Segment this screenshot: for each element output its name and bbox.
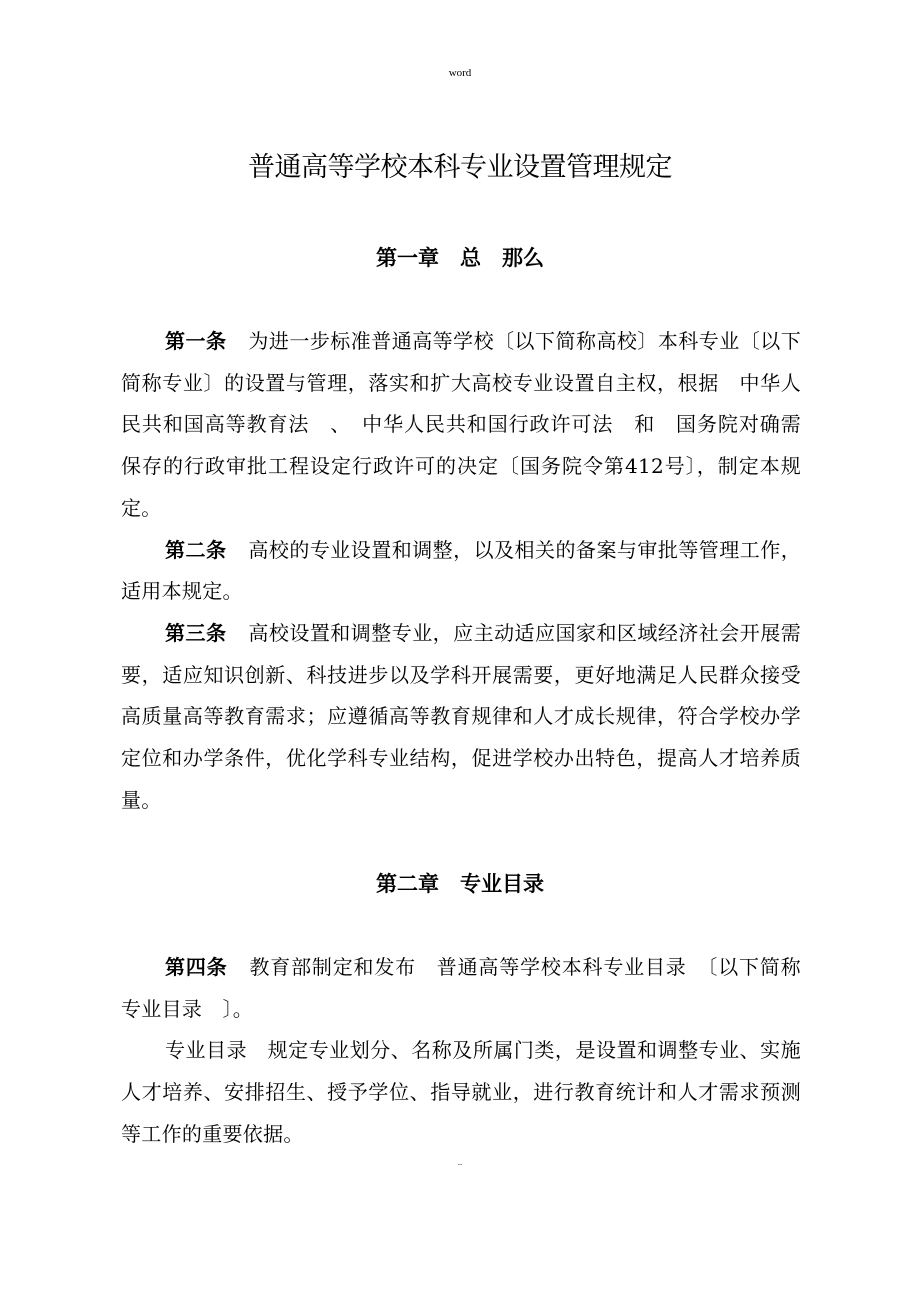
article-4-label: 第四条 bbox=[165, 955, 228, 979]
chapter-1-heading: 第一章 总 那么 bbox=[376, 246, 544, 270]
article-3-text: 高校设置和调整专业，应主动适应国家和区域经济社会开展需要，适应知识创新、科技进步以及学科开展需要，更好地满足人民群众接受高质量高等教育需求；应遵循高等教育规律和人才成长规律，符合学校办学定位和办学条件，优化学科专业结构，促进学校办出特色，提高人才培养质量。 bbox=[121, 620, 801, 812]
article-1 bbox=[121, 321, 801, 530]
article-3 bbox=[121, 613, 801, 822]
chapter-2-heading: 第二章 专业目录 bbox=[376, 872, 544, 896]
article-1-label: 第一条 bbox=[165, 329, 227, 353]
chapter-1-body bbox=[121, 321, 801, 821]
page-header: word bbox=[448, 67, 472, 79]
article-2 bbox=[121, 530, 801, 613]
article-3-label: 第三条 bbox=[165, 620, 227, 645]
article-1-text: 为进一步标准普通高等学校〔以下简称高校〕本科专业〔以下简称专业〕的设置与管理，落实和扩大高校专业设置自主权，根据 中华人民共和国高等教育法 、 中华人民共和国行政许可法 和 国务院对确需保存的行政审批工程设定行政许可的决定〔国务院令第412号〕，制定本规定。 bbox=[121, 329, 801, 520]
document-title: 普通高等学校本科专业设置管理规定 bbox=[248, 152, 672, 183]
chapter-2-body bbox=[121, 947, 822, 1156]
article-4 bbox=[121, 947, 822, 1030]
article-2-label: 第二条 bbox=[165, 537, 227, 562]
article-2-text: 高校的专业设置和调整，以及相关的备案与审批等管理工作，适用本规定。 bbox=[121, 537, 801, 604]
article-4-text: 教育部制定和发布 普通高等学校本科专业目录 〔以下简称 专业目录 〕。 bbox=[121, 955, 822, 1021]
page-footer-mark: .. bbox=[457, 1157, 463, 1167]
article-4-paragraph: 专业目录 规定专业划分、名称及所属门类，是设置和调整专业、实施人才培养、安排招生、授予学位、指导就业，进行教育统计和人才需求预测等工作的重要依据。 bbox=[121, 1038, 801, 1146]
